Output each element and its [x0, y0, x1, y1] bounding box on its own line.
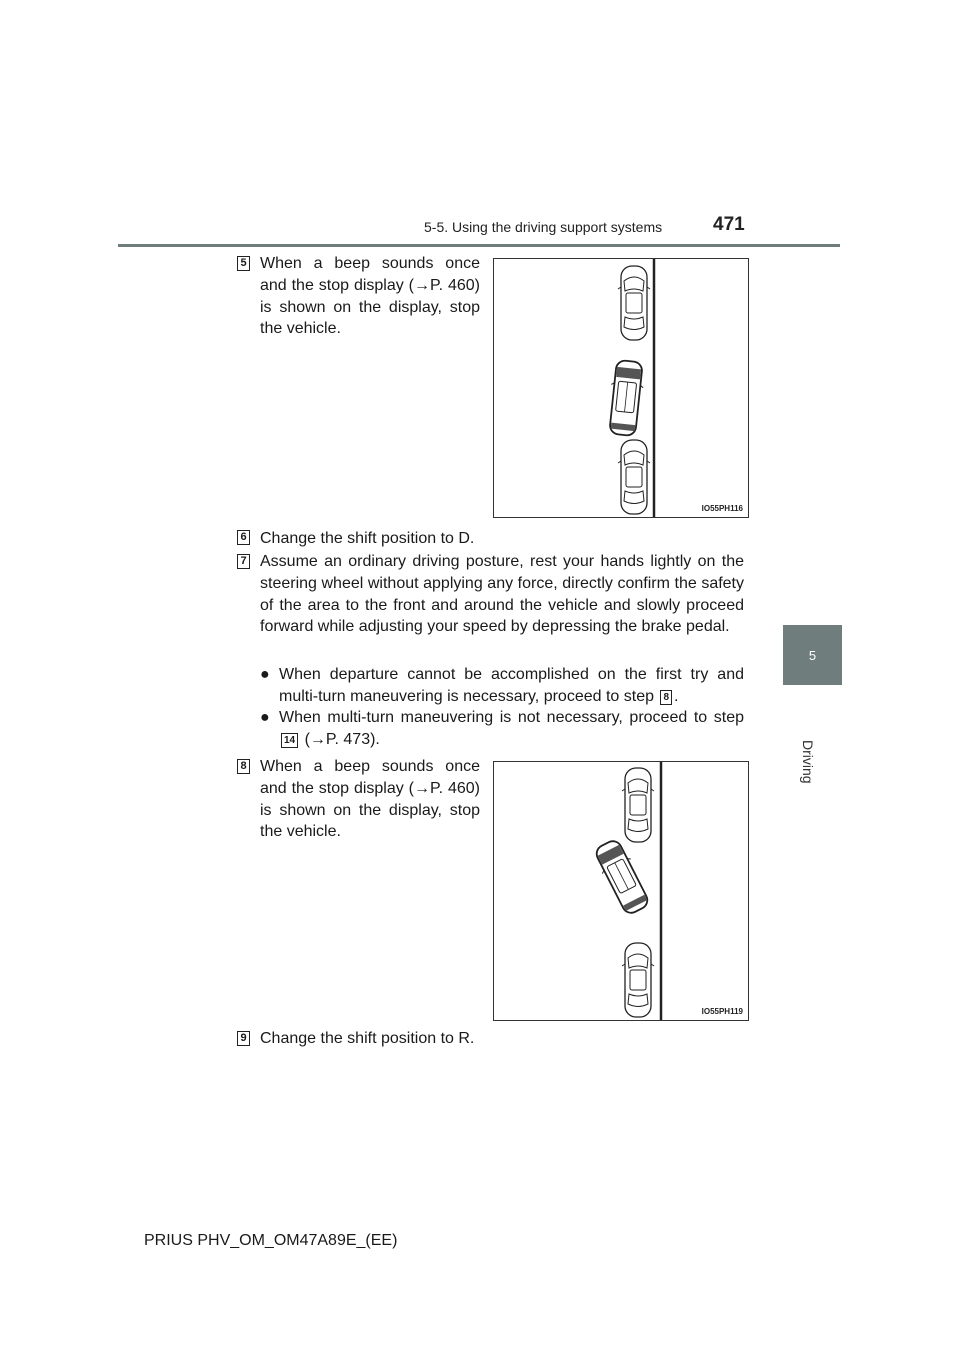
bullet-item-2 — [260, 707, 744, 751]
step-ref-14: 14 — [281, 733, 298, 748]
parked-car-rear — [618, 440, 650, 514]
bullet-1-end: . — [674, 687, 679, 705]
step-number-9: 9 — [237, 1031, 250, 1046]
step-9-text: Change the shift position to R. — [260, 1030, 475, 1047]
step-number-7: 7 — [237, 554, 250, 569]
step-number-8: 8 — [237, 759, 250, 774]
figure-code: IO55PH119 — [701, 1007, 743, 1016]
bullet-1-text: When departure cannot be accomplished on the first try and multi-turn maneuvering is necessary, proceed to step — [279, 666, 744, 705]
parked-car-front — [618, 266, 650, 340]
chapter-label: Driving — [800, 740, 816, 784]
figure-code: IO55PH116 — [701, 504, 743, 513]
page-number: 471 — [713, 214, 745, 235]
parking-figure-1 — [493, 258, 749, 518]
bullet-2-text: When multi-turn maneuvering is not necessary, proceed to step — [279, 709, 744, 726]
chapter-number: 5 — [808, 647, 817, 663]
chapter-tab — [783, 625, 842, 685]
section-title: 5-5. Using the driving support systems — [424, 219, 663, 235]
parking-diagram-2 — [494, 762, 748, 1020]
step-8-text: When a beep sounds once and the stop display (→P. 460) is shown on the display, stop the vehicle. — [260, 758, 480, 841]
bullet-2-end: (→P. 473). — [304, 730, 380, 748]
bullet-item-1 — [260, 664, 744, 708]
header-divider — [118, 244, 840, 247]
step-7-text: Assume an ordinary driving posture, rest your hands lightly on the steering wheel without applying any force, directly confirm the safety of the area to the front and around the vehicle and slowly proceed forward while adjusting your speed by depressing the brake pedal. — [260, 553, 744, 636]
step-5-text: When a beep sounds once and the stop display (→P. 460) is shown on the display, stop the vehicle. — [260, 255, 480, 338]
document-code: PRIUS PHV_OM_OM47A89E_(EE) — [144, 1232, 398, 1249]
step-6-text: Change the shift position to D. — [260, 530, 475, 547]
parked-car-front — [622, 768, 654, 842]
step-number-5: 5 — [237, 256, 250, 271]
parked-car-rear — [622, 943, 654, 1017]
own-vehicle — [591, 837, 653, 917]
bullet-symbol: ● — [260, 666, 270, 683]
bullet-symbol: ● — [260, 709, 270, 726]
parking-figure-2 — [493, 761, 749, 1021]
step-number-6: 6 — [237, 530, 250, 545]
step-ref-8: 8 — [660, 690, 672, 705]
parking-diagram-1 — [494, 259, 748, 517]
own-vehicle — [606, 360, 646, 437]
